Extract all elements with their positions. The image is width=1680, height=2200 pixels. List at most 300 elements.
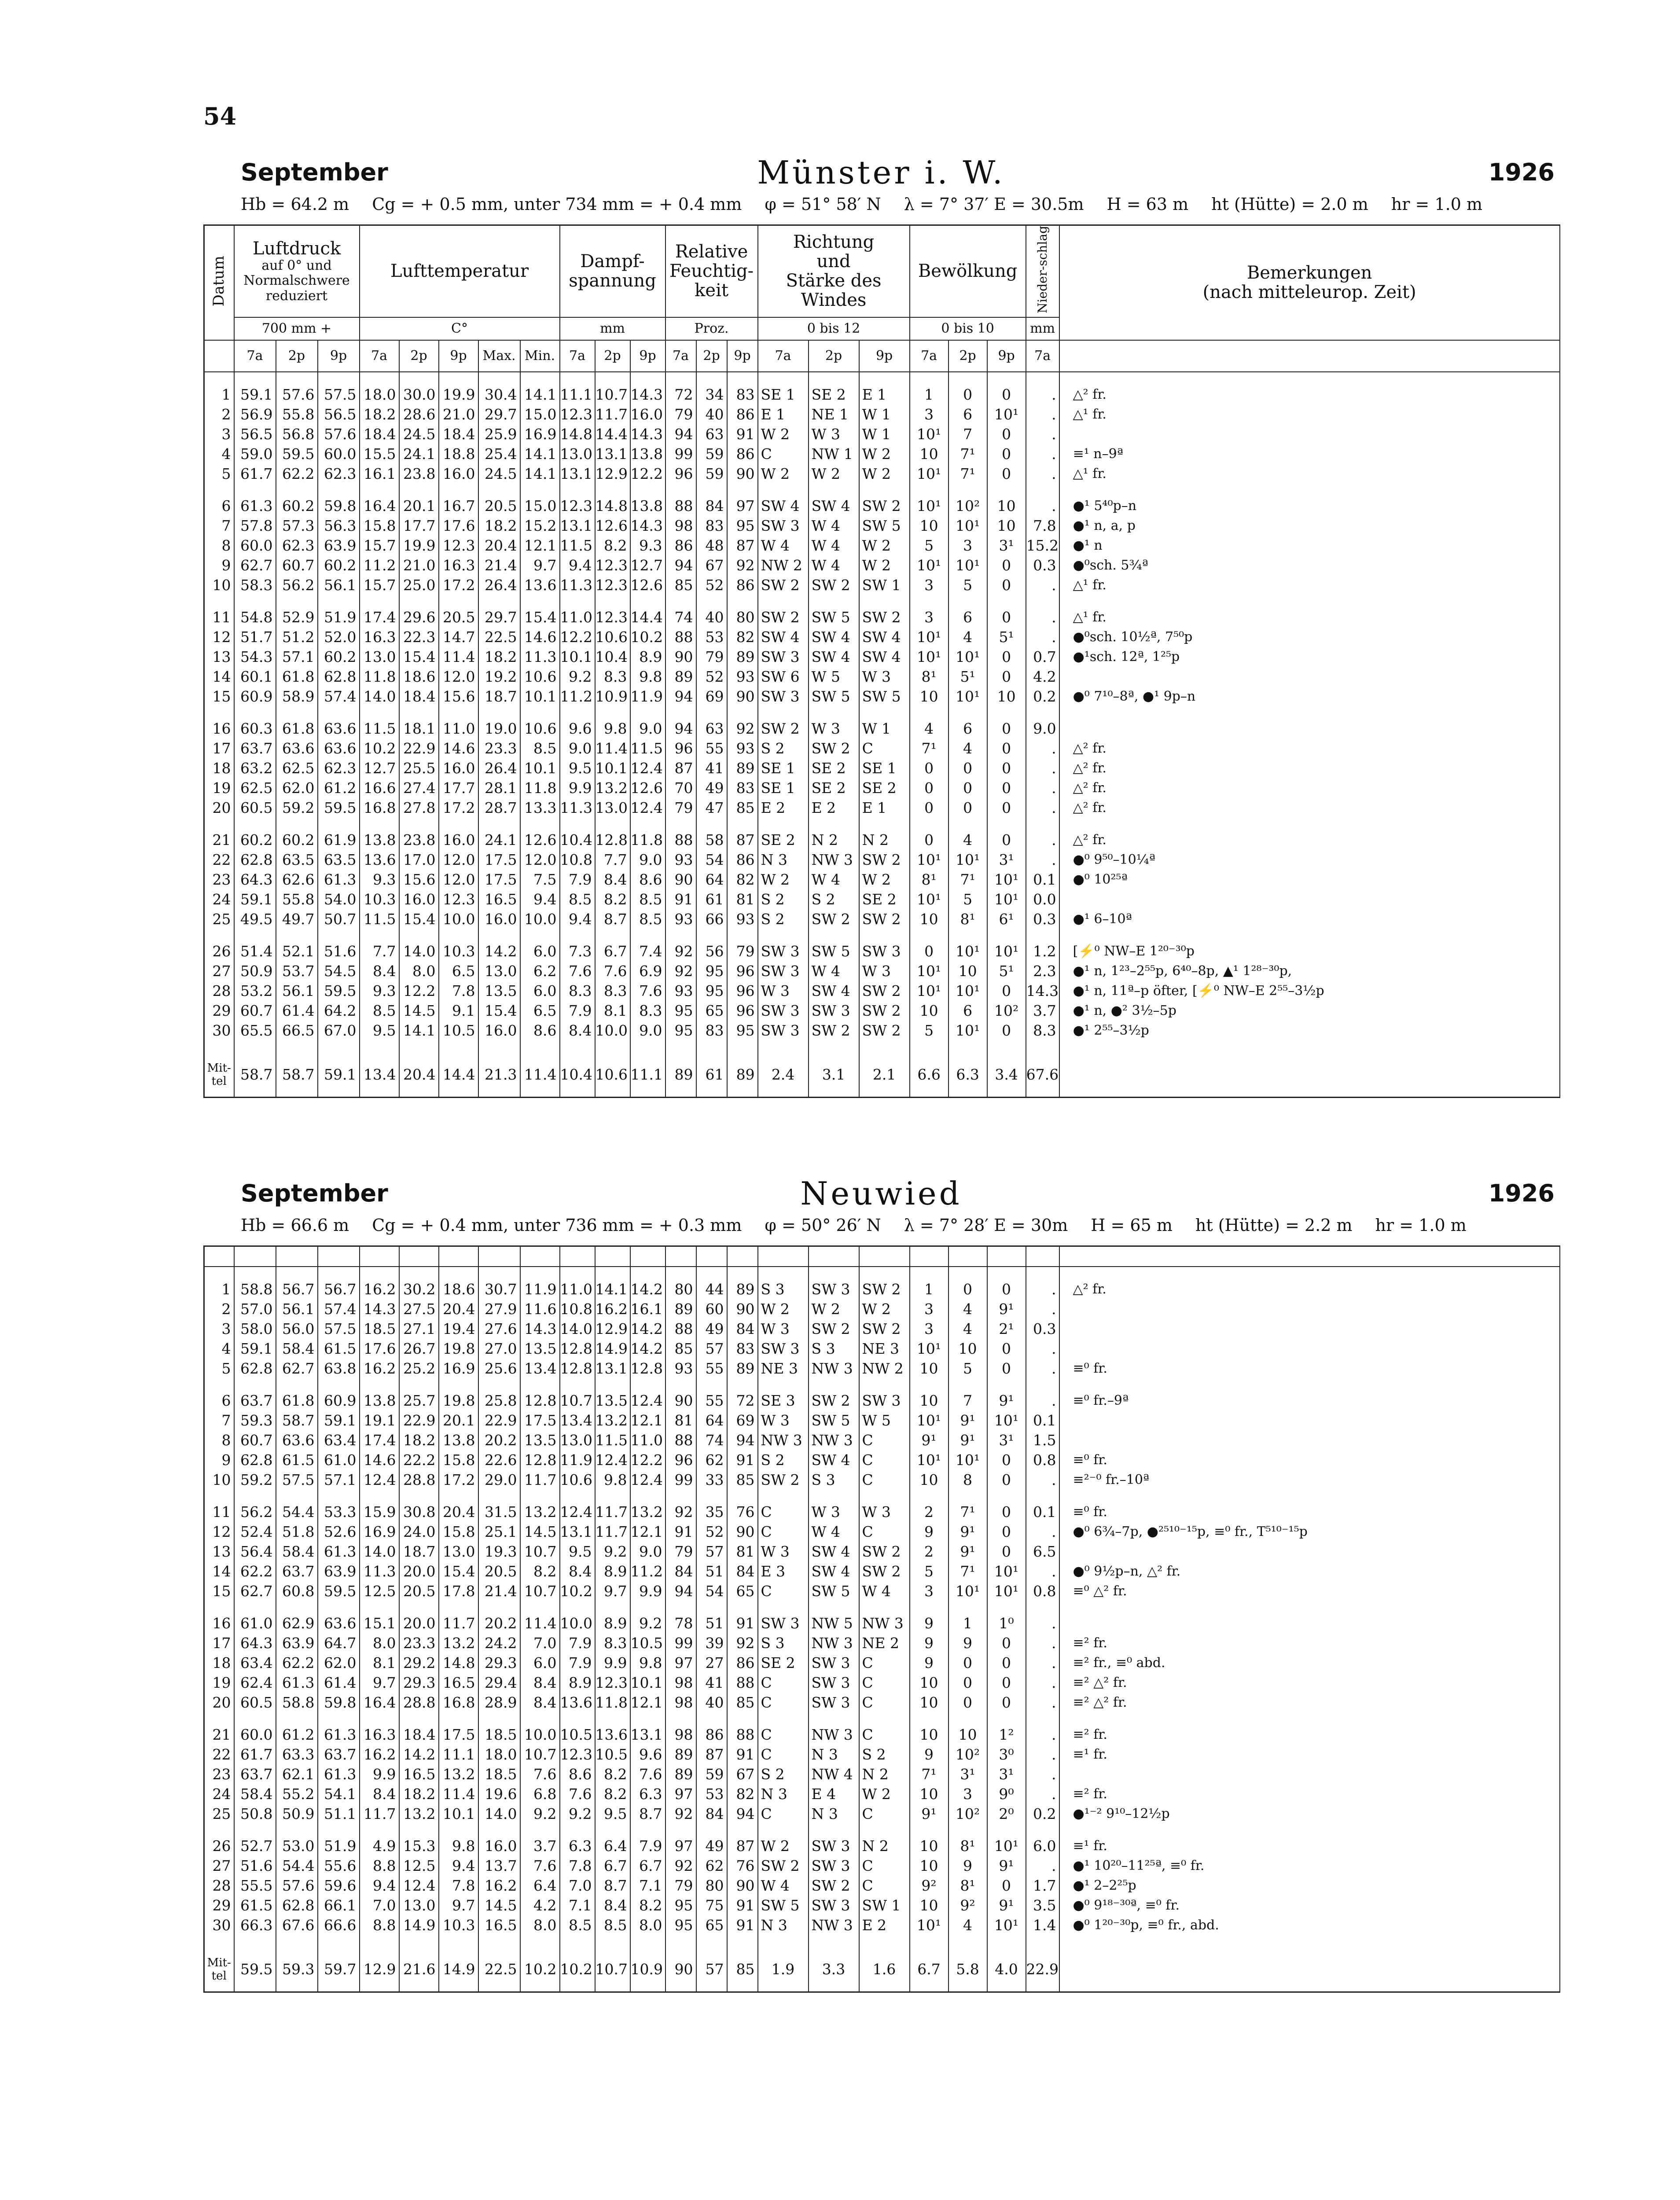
value-cell: 88 xyxy=(665,1430,696,1450)
value-cell: 17.2 xyxy=(439,798,478,818)
value-cell: 10¹ xyxy=(910,1915,948,1935)
value-cell: 0 xyxy=(948,1693,987,1712)
value-cell: 7¹ xyxy=(948,1561,987,1581)
wind-title2: und xyxy=(816,251,851,272)
value-cell: 61.3 xyxy=(318,1542,360,1561)
gap-cell xyxy=(560,1490,595,1502)
value-cell: 58.4 xyxy=(276,1339,318,1359)
value-cell: 12.8 xyxy=(595,830,630,850)
value-cell: 14.1 xyxy=(520,385,560,404)
gap-cell xyxy=(910,1267,948,1279)
header-spacer xyxy=(987,1246,1026,1267)
value-cell: 62.8 xyxy=(318,667,360,687)
value-cell: 16.8 xyxy=(439,1693,478,1712)
gap-cell xyxy=(204,1935,234,1947)
value-cell: 12.4 xyxy=(630,1470,665,1490)
value-cell: 4 xyxy=(948,1299,987,1319)
value-cell: 57.6 xyxy=(318,424,360,444)
value-cell: 62.8 xyxy=(276,1895,318,1915)
value-cell: 0 xyxy=(987,647,1026,667)
value-cell: 10.1 xyxy=(520,758,560,778)
value-cell: 10.4 xyxy=(595,647,630,667)
value-cell: 7 xyxy=(948,1391,987,1410)
value-cell: 51.8 xyxy=(276,1522,318,1542)
mittel-value: 59.7 xyxy=(318,1947,360,1992)
value-cell: 23.3 xyxy=(399,1633,439,1653)
row-gap xyxy=(204,484,1560,496)
remark-cell: △² fr. xyxy=(1059,1279,1560,1299)
value-cell: 51.9 xyxy=(318,607,360,627)
value-cell: W 3 xyxy=(758,981,809,1001)
gap-cell xyxy=(360,1040,399,1053)
gap-cell xyxy=(1059,1267,1560,1279)
row-gap xyxy=(204,929,1560,941)
remark-cell: ●⁰ 6¾–7p, ●²⁵¹⁰⁻¹⁵p, ≡⁰ fr., T⁵¹⁰⁻¹⁵p xyxy=(1059,1522,1560,1542)
value-cell: 5 xyxy=(910,1021,948,1040)
value-cell: 51 xyxy=(696,1561,727,1581)
value-cell: 12.8 xyxy=(630,1359,665,1378)
value-cell: 1.5 xyxy=(1026,1430,1059,1450)
value-cell: 85 xyxy=(727,798,758,818)
value-cell: 15.6 xyxy=(399,870,439,889)
value-cell: 91 xyxy=(727,1915,758,1935)
value-cell: 94 xyxy=(665,1581,696,1601)
value-cell: 63.4 xyxy=(234,1653,276,1673)
value-cell: 0 xyxy=(987,798,1026,818)
value-cell: 9.7 xyxy=(520,555,560,575)
value-cell: 5 xyxy=(948,889,987,909)
value-cell: 0 xyxy=(948,1279,987,1299)
value-cell: SW 3 xyxy=(758,1001,809,1021)
gap-cell xyxy=(1026,1267,1059,1279)
value-cell: 17.4 xyxy=(360,607,399,627)
value-cell: SW 5 xyxy=(809,1581,859,1601)
value-cell: 59.5 xyxy=(318,1581,360,1601)
gap-cell xyxy=(665,706,696,719)
value-cell: 0 xyxy=(948,798,987,818)
value-cell: 55 xyxy=(696,1391,727,1410)
value-cell: 5¹ xyxy=(948,667,987,687)
value-cell: 53.3 xyxy=(318,1502,360,1522)
value-cell: N 2 xyxy=(859,1764,910,1784)
value-cell: . xyxy=(1026,607,1059,627)
value-cell: 1 xyxy=(910,1279,948,1299)
value-cell: E 3 xyxy=(758,1561,809,1581)
value-cell: SW 4 xyxy=(859,647,910,667)
value-cell: 18.6 xyxy=(399,667,439,687)
value-cell: 13.3 xyxy=(520,798,560,818)
value-cell: 8.1 xyxy=(360,1653,399,1673)
mittel-value: 61 xyxy=(696,1053,727,1098)
table-row xyxy=(204,981,1560,1001)
day-cell: 6 xyxy=(204,496,234,516)
value-cell: 10 xyxy=(910,444,948,464)
value-cell: C xyxy=(859,1856,910,1876)
header-spacer xyxy=(234,1246,276,1267)
value-cell: 51.6 xyxy=(234,1856,276,1876)
gap-cell xyxy=(630,1824,665,1836)
value-cell: 17.6 xyxy=(439,516,478,536)
value-cell: 82 xyxy=(727,870,758,889)
header-spacer xyxy=(399,1246,439,1267)
value-cell: 28.1 xyxy=(478,778,520,798)
value-cell: 49 xyxy=(696,778,727,798)
value-cell: 56.4 xyxy=(234,1542,276,1561)
value-cell: 93 xyxy=(665,1359,696,1378)
value-cell: . xyxy=(1026,1633,1059,1653)
gap-cell xyxy=(727,1490,758,1502)
meta-item: ht (Hütte) = 2.2 m xyxy=(1195,1216,1353,1235)
value-cell: 17.7 xyxy=(439,778,478,798)
value-cell: 96 xyxy=(727,1001,758,1021)
table-row xyxy=(204,1561,1560,1581)
mittel-value: 6.7 xyxy=(910,1947,948,1992)
value-cell: 94 xyxy=(665,719,696,738)
table-row xyxy=(204,1450,1560,1470)
weather-table xyxy=(203,224,1560,1098)
value-cell: 63.2 xyxy=(234,758,276,778)
value-cell: 0 xyxy=(948,1653,987,1673)
gap-cell xyxy=(987,1712,1026,1725)
remark-cell: ≡² fr. xyxy=(1059,1784,1560,1804)
gap-cell xyxy=(809,595,859,607)
value-cell: 60.8 xyxy=(276,1581,318,1601)
value-cell: SW 2 xyxy=(809,738,859,758)
value-cell: SW 4 xyxy=(758,496,809,516)
value-cell: 12.3 xyxy=(595,575,630,595)
gap-cell xyxy=(630,706,665,719)
value-cell: 15.4 xyxy=(399,909,439,929)
value-cell: 93 xyxy=(727,667,758,687)
value-cell: N 2 xyxy=(859,830,910,850)
table-row xyxy=(204,1784,1560,1804)
value-cell: 11.4 xyxy=(520,1613,560,1633)
value-cell: SW 2 xyxy=(809,575,859,595)
gap-cell xyxy=(560,1040,595,1053)
value-cell: 0.1 xyxy=(1026,870,1059,889)
value-cell: 67.0 xyxy=(318,1021,360,1040)
gap-cell xyxy=(630,818,665,830)
value-cell: 59.1 xyxy=(234,1339,276,1359)
value-cell: 22.5 xyxy=(478,627,520,647)
gap-cell xyxy=(987,484,1026,496)
header-spacer xyxy=(1026,1246,1059,1267)
value-cell: 5 xyxy=(948,1359,987,1378)
value-cell: 9¹ xyxy=(948,1542,987,1561)
value-cell: 7¹ xyxy=(910,738,948,758)
header-spacer xyxy=(560,1246,595,1267)
value-cell: 13.5 xyxy=(595,1391,630,1410)
value-cell: 61.3 xyxy=(276,1673,318,1693)
gap-cell xyxy=(809,706,859,719)
value-cell: 69 xyxy=(696,687,727,706)
value-cell: . xyxy=(1026,1653,1059,1673)
value-cell: 9 xyxy=(948,1856,987,1876)
value-cell: NW 3 xyxy=(758,1430,809,1450)
value-cell: 66.3 xyxy=(234,1915,276,1935)
value-cell: 16.5 xyxy=(478,1915,520,1935)
value-cell: 92 xyxy=(665,961,696,981)
value-cell: 10¹ xyxy=(948,981,987,1001)
value-cell: 16.1 xyxy=(630,1299,665,1319)
gap-cell xyxy=(318,818,360,830)
value-cell: 10 xyxy=(910,1693,948,1712)
value-cell: 10.1 xyxy=(520,687,560,706)
remark-cell: ●⁰ 1²⁰⁻³⁰p, ≡⁰ fr., abd. xyxy=(1059,1915,1560,1935)
value-cell: 19.4 xyxy=(439,1319,478,1339)
value-cell: 20.0 xyxy=(399,1561,439,1581)
value-cell: 3 xyxy=(910,1299,948,1319)
value-cell: 60.7 xyxy=(234,1430,276,1450)
value-cell: 8.0 xyxy=(399,961,439,981)
value-cell: 8.5 xyxy=(630,889,665,909)
value-cell: 10 xyxy=(910,1725,948,1745)
value-cell: 24.2 xyxy=(478,1633,520,1653)
value-cell: W 3 xyxy=(859,667,910,687)
table-row xyxy=(204,1673,1560,1693)
gap-cell xyxy=(204,1712,234,1725)
gap-cell xyxy=(859,929,910,941)
value-cell: 60.5 xyxy=(234,798,276,818)
value-cell: SW 2 xyxy=(859,1001,910,1021)
value-cell: SW 1 xyxy=(859,575,910,595)
value-cell: 13.5 xyxy=(478,981,520,1001)
value-cell: 10 xyxy=(910,1784,948,1804)
value-cell: 55.8 xyxy=(276,889,318,909)
gap-cell xyxy=(234,1712,276,1725)
gap-cell xyxy=(276,1824,318,1836)
value-cell: C xyxy=(859,1725,910,1745)
value-cell: 90 xyxy=(665,1391,696,1410)
gap-cell xyxy=(1059,1490,1560,1502)
value-cell: 65 xyxy=(696,1915,727,1935)
value-cell: W 2 xyxy=(758,1299,809,1319)
meta-item: Cg = + 0.5 mm, unter 734 mm = + 0.4 mm xyxy=(372,195,742,214)
value-cell: 10 xyxy=(948,961,987,981)
value-cell: 62.3 xyxy=(318,758,360,778)
value-cell: 0 xyxy=(987,1522,1026,1542)
gap-cell xyxy=(318,1712,360,1725)
value-cell: 9.2 xyxy=(595,1542,630,1561)
value-cell: 11.1 xyxy=(560,385,595,404)
gap-cell xyxy=(204,484,234,496)
value-cell: 59.2 xyxy=(234,1470,276,1490)
value-cell: 66 xyxy=(696,909,727,929)
value-cell: 95 xyxy=(665,1021,696,1040)
gap-cell xyxy=(910,1824,948,1836)
gap-cell xyxy=(478,595,520,607)
value-cell: 89 xyxy=(727,647,758,667)
value-cell: 63.6 xyxy=(276,738,318,758)
value-cell: 10 xyxy=(987,496,1026,516)
value-cell: 52 xyxy=(696,1522,727,1542)
gap-cell xyxy=(948,1824,987,1836)
gap-cell xyxy=(727,1935,758,1947)
value-cell: 9 xyxy=(910,1653,948,1673)
value-cell: 2⁰ xyxy=(987,1804,1026,1824)
gap-cell xyxy=(630,929,665,941)
unit-label: 0 bis 10 xyxy=(910,317,1026,340)
table-row xyxy=(204,444,1560,464)
value-cell: 14.9 xyxy=(399,1915,439,1935)
gap-cell xyxy=(987,1378,1026,1391)
value-cell: 13.1 xyxy=(630,1725,665,1745)
table-row xyxy=(204,1745,1560,1764)
value-cell: 57.1 xyxy=(276,647,318,667)
gap-cell xyxy=(234,1040,276,1053)
value-cell: 61.0 xyxy=(318,1450,360,1470)
value-cell: NW 3 xyxy=(859,1613,910,1633)
value-cell: 10² xyxy=(948,1804,987,1824)
value-cell: 13.2 xyxy=(520,1502,560,1522)
value-cell: 58.8 xyxy=(276,1693,318,1712)
value-cell: 13.6 xyxy=(520,575,560,595)
value-cell: 11.0 xyxy=(560,607,595,627)
luftdruck-title: Luftdruck xyxy=(252,238,341,259)
value-cell: SW 2 xyxy=(758,1856,809,1876)
day-cell: 26 xyxy=(204,941,234,961)
gap-cell xyxy=(987,1490,1026,1502)
value-cell: 27.6 xyxy=(478,1319,520,1339)
value-cell: 76 xyxy=(727,1856,758,1876)
gap-cell xyxy=(360,1712,399,1725)
value-cell: 24.0 xyxy=(399,1522,439,1542)
value-cell: 16.2 xyxy=(360,1745,399,1764)
remark-cell xyxy=(1059,667,1560,687)
time-header: 7a xyxy=(560,340,595,372)
value-cell: 96 xyxy=(727,961,758,981)
value-cell: C xyxy=(758,1745,809,1764)
value-cell: 30.4 xyxy=(478,385,520,404)
value-cell: 75 xyxy=(696,1895,727,1915)
value-cell: 17.7 xyxy=(399,516,439,536)
value-cell: E 1 xyxy=(859,385,910,404)
gap-cell xyxy=(360,706,399,719)
value-cell: 64.3 xyxy=(234,1633,276,1653)
value-cell: 13.7 xyxy=(478,1856,520,1876)
value-cell: 81 xyxy=(727,889,758,909)
value-cell: 85 xyxy=(665,575,696,595)
value-cell: 15.8 xyxy=(360,516,399,536)
value-cell: 25.1 xyxy=(478,1522,520,1542)
value-cell: 28.6 xyxy=(399,404,439,424)
value-cell: 5¹ xyxy=(987,627,1026,647)
value-cell: 9.5 xyxy=(560,1542,595,1561)
value-cell: SW 2 xyxy=(859,1021,910,1040)
value-cell: 3¹ xyxy=(987,536,1026,555)
value-cell: 23.8 xyxy=(399,830,439,850)
value-cell: 83 xyxy=(696,1021,727,1040)
value-cell: 56.0 xyxy=(276,1319,318,1339)
value-cell: 12.9 xyxy=(595,1319,630,1339)
table-row xyxy=(204,909,1560,929)
value-cell: N 3 xyxy=(809,1804,859,1824)
header-spacer xyxy=(809,1246,859,1267)
value-cell: 8.2 xyxy=(595,889,630,909)
table-row xyxy=(204,464,1560,484)
value-cell: 51.9 xyxy=(318,1836,360,1856)
gap-cell xyxy=(1026,1935,1059,1947)
gap-cell xyxy=(520,929,560,941)
remark-cell: ≡¹ fr. xyxy=(1059,1836,1560,1856)
day-cell: 3 xyxy=(204,424,234,444)
value-cell: 14.1 xyxy=(520,444,560,464)
value-cell: 18.4 xyxy=(399,687,439,706)
value-cell: 16.2 xyxy=(360,1359,399,1378)
time-header: 9p xyxy=(630,340,665,372)
value-cell: 57.0 xyxy=(234,1299,276,1319)
gap-cell xyxy=(727,1378,758,1391)
value-cell: 55 xyxy=(696,738,727,758)
value-cell: 20.2 xyxy=(478,1613,520,1633)
gap-cell xyxy=(276,484,318,496)
value-cell: SW 2 xyxy=(859,981,910,1001)
gap-cell xyxy=(758,1824,809,1836)
value-cell: 9¹ xyxy=(987,1856,1026,1876)
value-cell: 18.0 xyxy=(360,385,399,404)
value-cell: 25.7 xyxy=(399,1391,439,1410)
value-cell: SW 5 xyxy=(809,941,859,961)
time-header: Min. xyxy=(520,340,560,372)
time-header: 9p xyxy=(987,340,1026,372)
table-row xyxy=(204,738,1560,758)
mittel-value: 21.3 xyxy=(478,1053,520,1098)
gap-cell xyxy=(234,818,276,830)
dampf-title: Dampf- xyxy=(580,251,645,272)
value-cell: 4 xyxy=(948,738,987,758)
value-cell: 12.3 xyxy=(560,404,595,424)
value-cell: 67 xyxy=(696,555,727,575)
value-cell: 16.1 xyxy=(360,464,399,484)
mittel-value: 59.5 xyxy=(234,1947,276,1992)
value-cell: 25.9 xyxy=(478,424,520,444)
value-cell: S 3 xyxy=(809,1470,859,1490)
value-cell: 0 xyxy=(948,778,987,798)
gap-cell xyxy=(399,595,439,607)
gap-cell xyxy=(809,929,859,941)
gap-cell xyxy=(399,1490,439,1502)
gap-cell xyxy=(360,1378,399,1391)
gap-cell xyxy=(276,929,318,941)
value-cell: NW 2 xyxy=(859,1359,910,1378)
value-cell: 10¹ xyxy=(987,1410,1026,1430)
gap-cell xyxy=(399,929,439,941)
remark-cell: ●¹⁻² 9¹⁰–12½p xyxy=(1059,1804,1560,1824)
time-header: 7a xyxy=(758,340,809,372)
value-cell: 10 xyxy=(910,687,948,706)
table-row xyxy=(204,1856,1560,1876)
value-cell: 98 xyxy=(665,1725,696,1745)
day-cell: 30 xyxy=(204,1021,234,1040)
mittel-value: 10.9 xyxy=(630,1947,665,1992)
day-cell: 25 xyxy=(204,909,234,929)
mittel-value: 14.4 xyxy=(439,1053,478,1098)
gap-cell xyxy=(665,1267,696,1279)
value-cell: 18.4 xyxy=(360,424,399,444)
value-cell: 20.4 xyxy=(439,1299,478,1319)
gap-cell xyxy=(665,1935,696,1947)
value-cell: 5¹ xyxy=(987,961,1026,981)
value-cell: 25.5 xyxy=(399,758,439,778)
value-cell: 13.1 xyxy=(595,444,630,464)
value-cell: W 3 xyxy=(758,1410,809,1430)
value-cell: 8 xyxy=(948,1470,987,1490)
day-cell: 6 xyxy=(204,1391,234,1410)
day-cell: 15 xyxy=(204,687,234,706)
gap-cell xyxy=(1026,1824,1059,1836)
value-cell: S 3 xyxy=(758,1633,809,1653)
value-cell: 12.4 xyxy=(595,1450,630,1470)
